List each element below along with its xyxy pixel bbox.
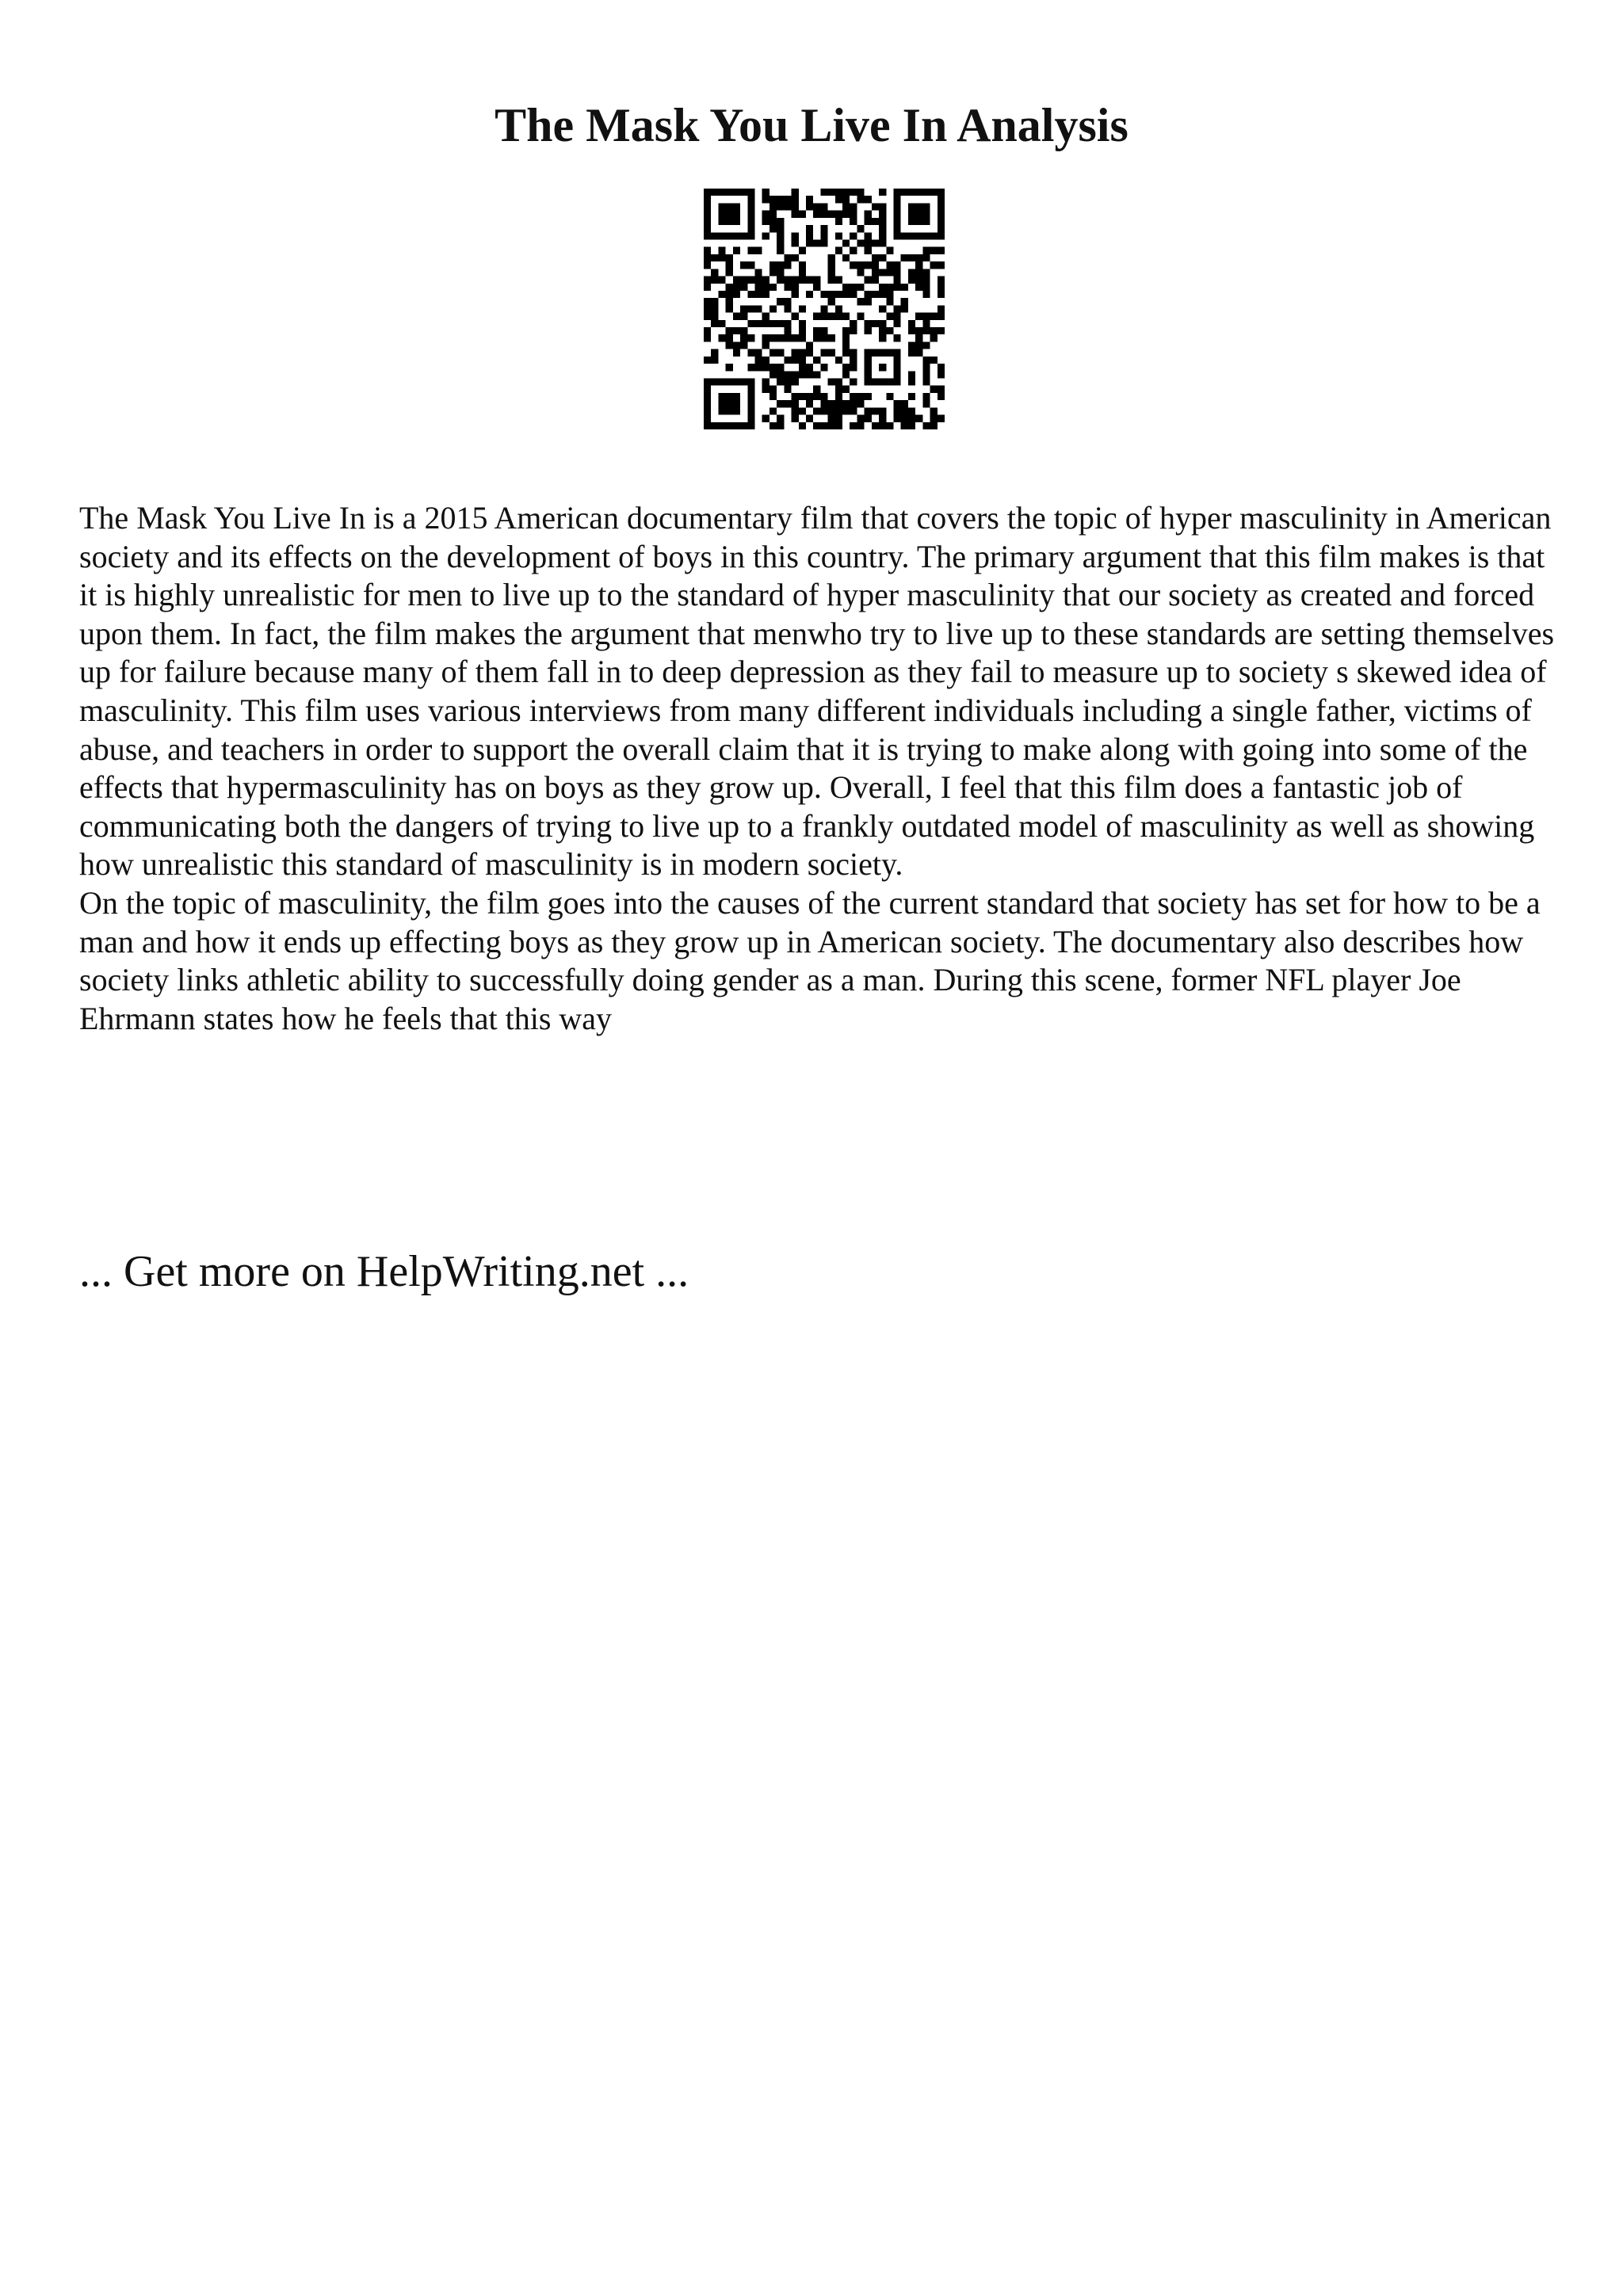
get-more-link[interactable]: ... Get more on HelpWriting.net ...	[79, 1247, 689, 1296]
qr-code-icon[interactable]	[704, 189, 945, 429]
paragraph: On the topic of masculinity, the film goes into the causes of the current standard that society has set for how to be a man and how it ends up effecting boys as they grow up in American society. The documentary also describes how society links athletic ability to successfully doing gender as a man. During this scene, former NFL player Joe Ehrmann states how he feels that this way	[79, 884, 1541, 1036]
paragraph: The Mask You Live In is a 2015 American documentary film that covers the topic of hyper masculinity in American society and its effects on the development of boys in this country. The primary argument that this film makes is that it is highly unrealistic for men to live up to the standard of hyper masculinity that our society as created and forced upon them. In fact, the film makes the argument that menwho try to live up to these standards are setting themselves up for failure because many of them fall in to deep depression as they fail to measure up to society s skewed idea of masculinity. This film uses various interviews from many different individuals including a single father, victims of abuse, and teachers in order to support the overall claim that it is trying to make along with going into some of the effects that hypermasculinity has on boys as they grow up. Overall, I feel that this film does a fantastic job of communicating both the dangers of trying to live up to a frankly outdated model of masculinity as well as showing how unrealistic this standard of masculinity is in modern society.	[79, 500, 1555, 883]
page-title: The Mask You Live In Analysis	[495, 99, 1128, 151]
article-body	[79, 499, 1569, 1038]
